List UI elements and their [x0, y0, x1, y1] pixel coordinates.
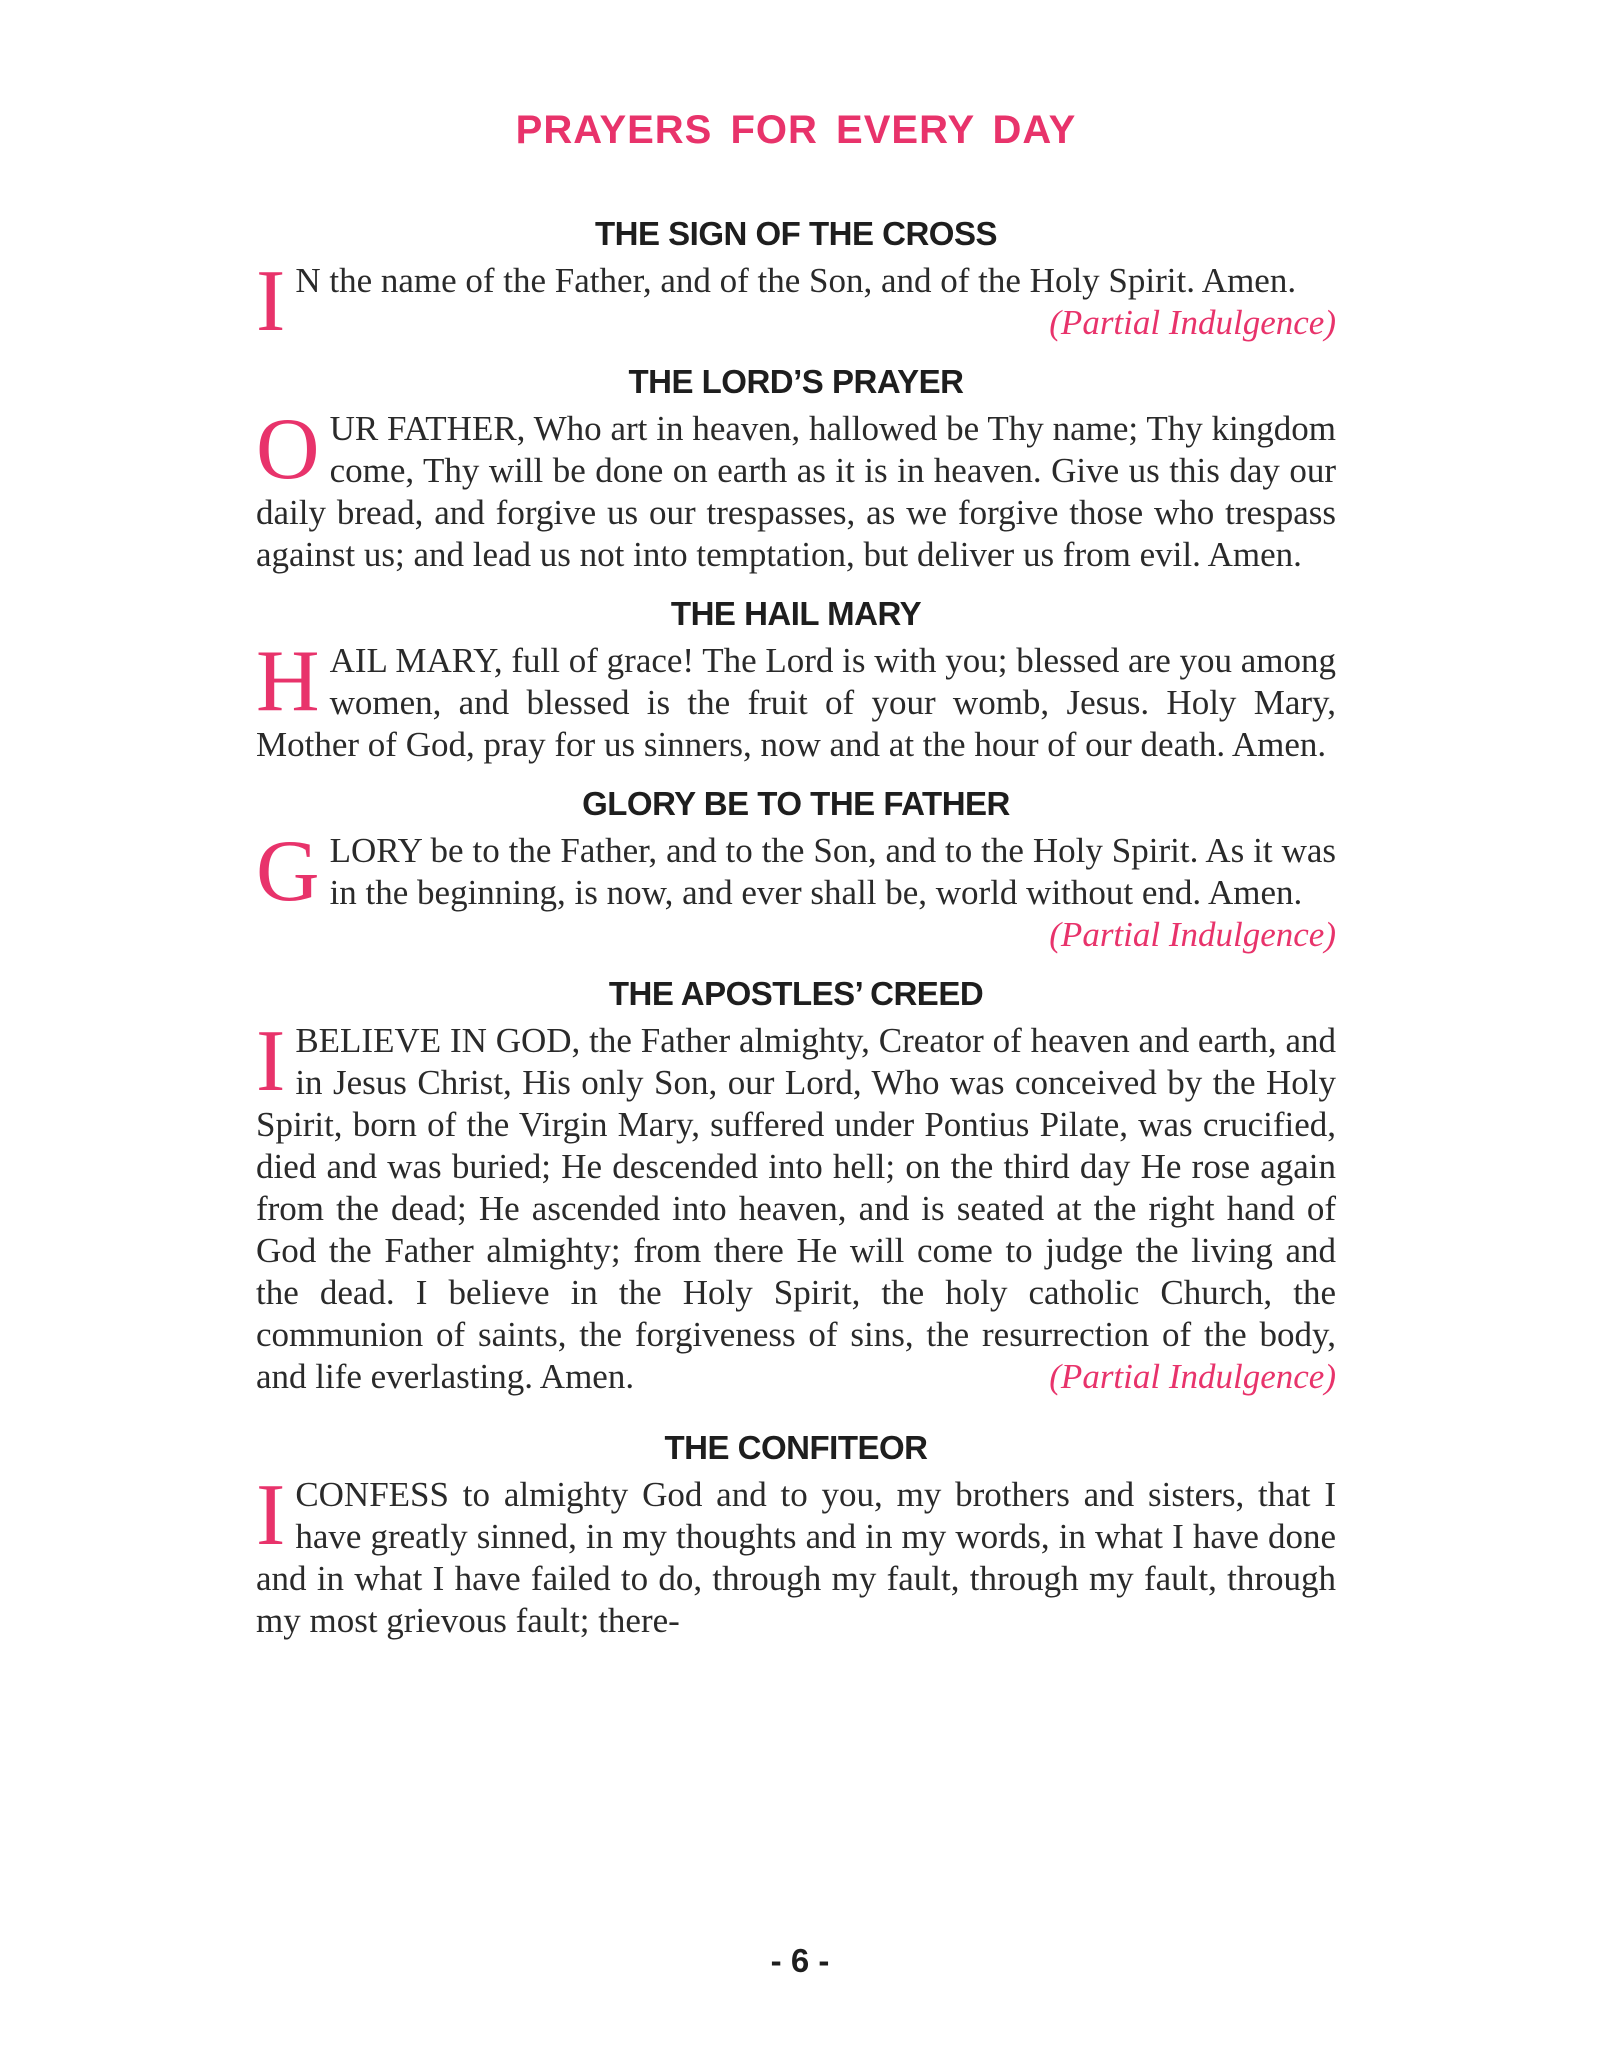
page-title: PRAYERS FOR EVERY DAY: [515, 108, 1077, 152]
section-heading: THE APOSTLES’ CREED: [608, 975, 984, 1012]
drop-cap: I: [256, 1467, 286, 1564]
prayer-text: [256, 253, 1336, 350]
section-glory-be: [256, 782, 1336, 956]
drop-cap: H: [256, 633, 320, 730]
indulgence-note: (Partial Indulgence): [1049, 915, 1336, 954]
prayer-text: [256, 633, 1336, 766]
section-heading: THE HAIL MARY: [670, 595, 922, 632]
indulgence-note: (Partial Indulgence): [1049, 303, 1336, 342]
section-apostles-creed: [256, 972, 1336, 1398]
prayer-text: [256, 1013, 1336, 1398]
drop-cap: I: [256, 1013, 286, 1110]
drop-cap: I: [256, 253, 286, 350]
drop-cap: G: [256, 823, 320, 920]
prayer-text: [256, 823, 1336, 954]
section-heading: GLORY BE TO THE FATHER: [582, 785, 1010, 822]
indulgence-note: (Partial Indulgence): [1049, 1357, 1336, 1396]
prayer-body: BELIEVE IN GOD, the Father almighty, Creator of heaven and earth, and in Jesus Christ, His only Son, our Lord, Who was conceived by the Holy Spirit, born of the Virgin Mary, suffered under Pontius Pilate, was crucified, died and was buried; He descended into hell; on the third day He rose again from the dead; He ascended into heaven, and is seated at the right hand of God the Father almighty; from there He will come to judge the living and the dead. I believe in the Holy Spirit, the holy catholic Church, the communion of saints, the forgiveness of sins, the resurrection of the body, and life everlasting. Amen.: [256, 1021, 1336, 1396]
section-heading: THE CONFITEOR: [664, 1429, 928, 1466]
prayer-body: LORY be to the Father, and to the Son, and to the Holy Spirit. As it was in the beginning, is now, and ever shall be, world without end. Amen.: [329, 831, 1336, 912]
section-heading: THE LORD’S PRAYER: [628, 363, 964, 400]
page-number: - 6 -: [770, 1942, 830, 1979]
prayer-text: [256, 1467, 1336, 1642]
prayer-body: UR FATHER, Who art in heaven, hallowed be Thy name; Thy kingdom come, Thy will be done on earth as it is in heaven. Give us this day our daily bread, and forgive us our trespasses, as we forgive those who trespass against us; and lead us not into temptation, but deliver us from evil. Amen.: [256, 409, 1336, 574]
prayer-body: CONFESS to almighty God and to you, my brothers and sisters, that I have greatly sinned, in my thoughts and in my words, in what I have done and in what I have failed to do, through my fault, through my fault, through my most grievous fault; there-: [256, 1475, 1336, 1640]
section-lords-prayer: [256, 360, 1336, 576]
prayer-text: [256, 401, 1336, 576]
section-confiteor: [256, 1426, 1336, 1642]
section-heading: THE SIGN OF THE CROSS: [594, 215, 998, 252]
drop-cap: O: [256, 401, 320, 498]
section-hail-mary: [256, 592, 1336, 766]
prayer-body: N the name of the Father, and of the Son, and of the Holy Spirit. Amen.: [295, 261, 1297, 300]
prayer-body: AIL MARY, full of grace! The Lord is with you; blessed are you among women, and blessed is the fruit of your womb, Jesus. Holy Mary, Mother of God, pray for us sinners, now and at the hour of our death. Amen.: [256, 641, 1336, 764]
section-sign-of-the-cross: [256, 212, 1336, 350]
prayer-page: [256, 100, 1336, 1658]
